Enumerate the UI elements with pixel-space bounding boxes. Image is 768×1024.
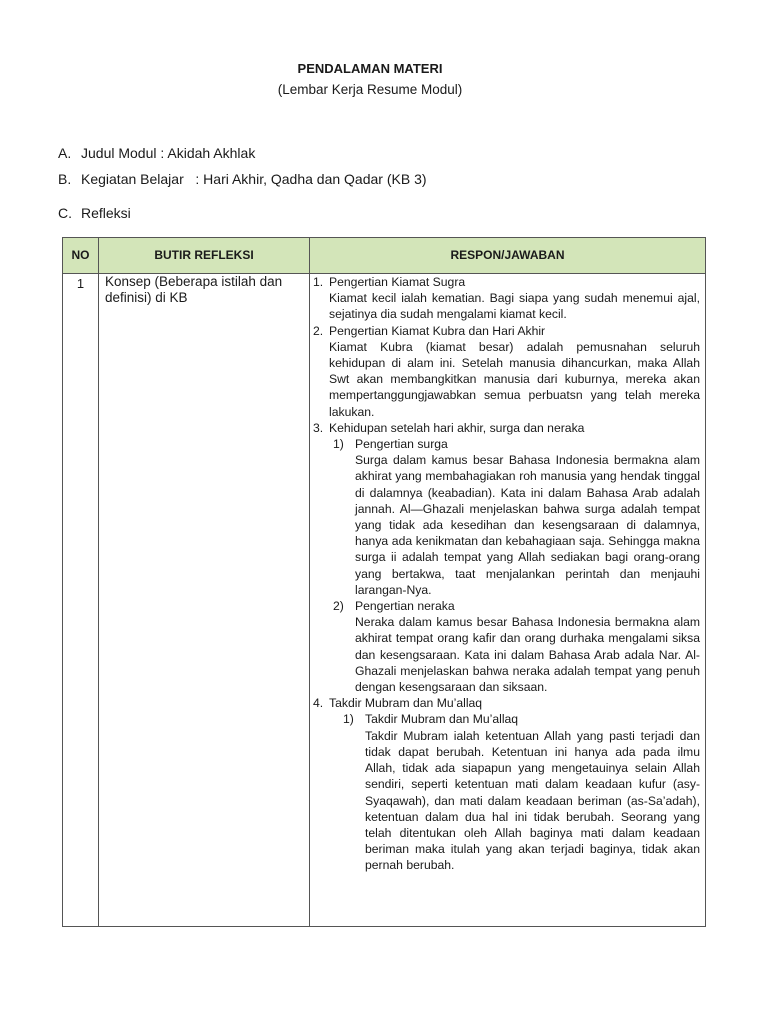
refleksi-table	[62, 237, 706, 927]
meta-a-letter: A.	[58, 145, 72, 161]
item-body: Kiamat Kubra (kiamat besar) adalah pemusnahan seluruh kehidupan di alam ini. Setelah manusia dihancurkan, maka Allah Swt akan membangkitkan manusia dari kuburnya, mereka akan mempertanggungjawabkan semua perbuatsn yang telah mereka lakukan.	[329, 339, 700, 419]
item-heading: Takdir Mubram dan Mu’allaq	[329, 696, 483, 711]
sub-item-heading: Pengertian surga	[355, 437, 448, 452]
sub-item-number: 1)	[343, 712, 354, 727]
meta-c-letter: C.	[58, 205, 72, 221]
list-item	[313, 695, 700, 873]
respon-jawaban-cell	[313, 274, 700, 874]
judul-modul-text: Judul Modul : Akidah Akhlak	[81, 145, 256, 161]
refleksi-line	[58, 205, 131, 221]
column-divider	[309, 238, 310, 926]
item-heading: Kehidupan setelah hari akhir, surga dan neraka	[329, 420, 585, 435]
kegiatan-belajar-line	[58, 171, 427, 187]
list-item	[313, 274, 700, 323]
item-number: 3.	[313, 420, 324, 435]
column-divider	[98, 238, 99, 926]
item-number: 1.	[313, 275, 324, 289]
sub-item-number: 2)	[333, 599, 344, 614]
judul-modul-line	[58, 145, 255, 161]
page-title: PENDALAMAN MATERI	[297, 61, 443, 76]
sub-item-body: Takdir Mubram ialah ketentuan Allah yang pasti terjadi dan tidak dapat berubah. Ketentuan ini hanya ada pada ilmu Allah, tidak ada siapapun yang mengetauinya selain Allah sendiri, seperti ketentuan mati dalam keadaan kufur (asy-Syaqawah), dan mati dalam keadaan beriman (as-Sa’adah), ketentuan dalam dua hal ini tidak berubah. Seorang yang telah ditentukan oleh Allah baginya mati dalam keadaan beriman maka itulah yang akan terjadi baginya, tidak akan pernah berubah.	[365, 728, 700, 873]
sub-list-item	[313, 436, 700, 598]
header-respon-jawaban: RESPON/JAWABAN	[450, 248, 565, 262]
row-number: 1	[76, 276, 85, 291]
sub-item-number: 1)	[333, 437, 344, 452]
page-subtitle: (Lembar Kerja Resume Modul)	[277, 82, 463, 97]
list-item	[313, 323, 700, 420]
sub-item-body: Surga dalam kamus besar Bahasa Indonesia bermakna alam akhirat yang membahagiakan roh manusia yang hendak tinggal di dalamnya (keabadian). Kata ini dalam Bahasa Arab adalah jannah. Al—Ghazali menjelaskan bahwa surga adalah tempat yang tidak ada kesedihan dan kesengsaraan di dalamnya, hanya ada kenikmatan dan kebahagiaan saja. Sehingga makna surga ii adalah tempat yang Allah sediakan bagi orang-orang yang bertakwa, taat menjalankan perintah dan menjauhi larangan-Nya.	[355, 453, 700, 597]
item-number: 4.	[313, 696, 324, 711]
item-heading: Pengertian Kiamat Sugra	[329, 275, 466, 289]
sub-list-item	[313, 598, 700, 695]
sub-item-heading: Pengertian neraka	[355, 599, 455, 614]
kegiatan-belajar-text: Kegiatan Belajar : Hari Akhir, Qadha dan Qadar (KB 3)	[81, 171, 427, 187]
item-body: Kiamat kecil ialah kematian. Bagi siapa yang sudah menemui ajal, sejatinya dia sudah mengalami kiamat kecil.	[329, 291, 700, 322]
sub-item-heading: Takdir Mubram dan Mu’allaq	[365, 712, 519, 727]
table-header	[63, 238, 705, 274]
header-no: NO	[71, 248, 90, 262]
meta-b-letter: B.	[58, 171, 72, 187]
list-item	[313, 420, 700, 695]
item-number: 2.	[313, 323, 324, 338]
sub-list-item	[313, 711, 700, 873]
item-heading: Pengertian Kiamat Kubra dan Hari Akhir	[329, 323, 546, 338]
refleksi-text: Refleksi	[81, 205, 131, 221]
sub-item-body: Neraka dalam kamus besar Bahasa Indonesia bermakna alam akhirat tempat orang kafir dan orang durhaka mengalami siksa dan kesengsaraan. Kata ini dalam Bahasa Arab adala Nar. Al-Ghazali menjelaskan bahwa neraka adalah tempat yang penuh dengan kesengsaraan dan siksaan.	[355, 615, 700, 695]
header-butir-refleksi: BUTIR REFLEKSI	[154, 248, 254, 262]
butir-refleksi-cell: Konsep (Beberapa istilah dan definisi) di KB	[105, 274, 283, 305]
